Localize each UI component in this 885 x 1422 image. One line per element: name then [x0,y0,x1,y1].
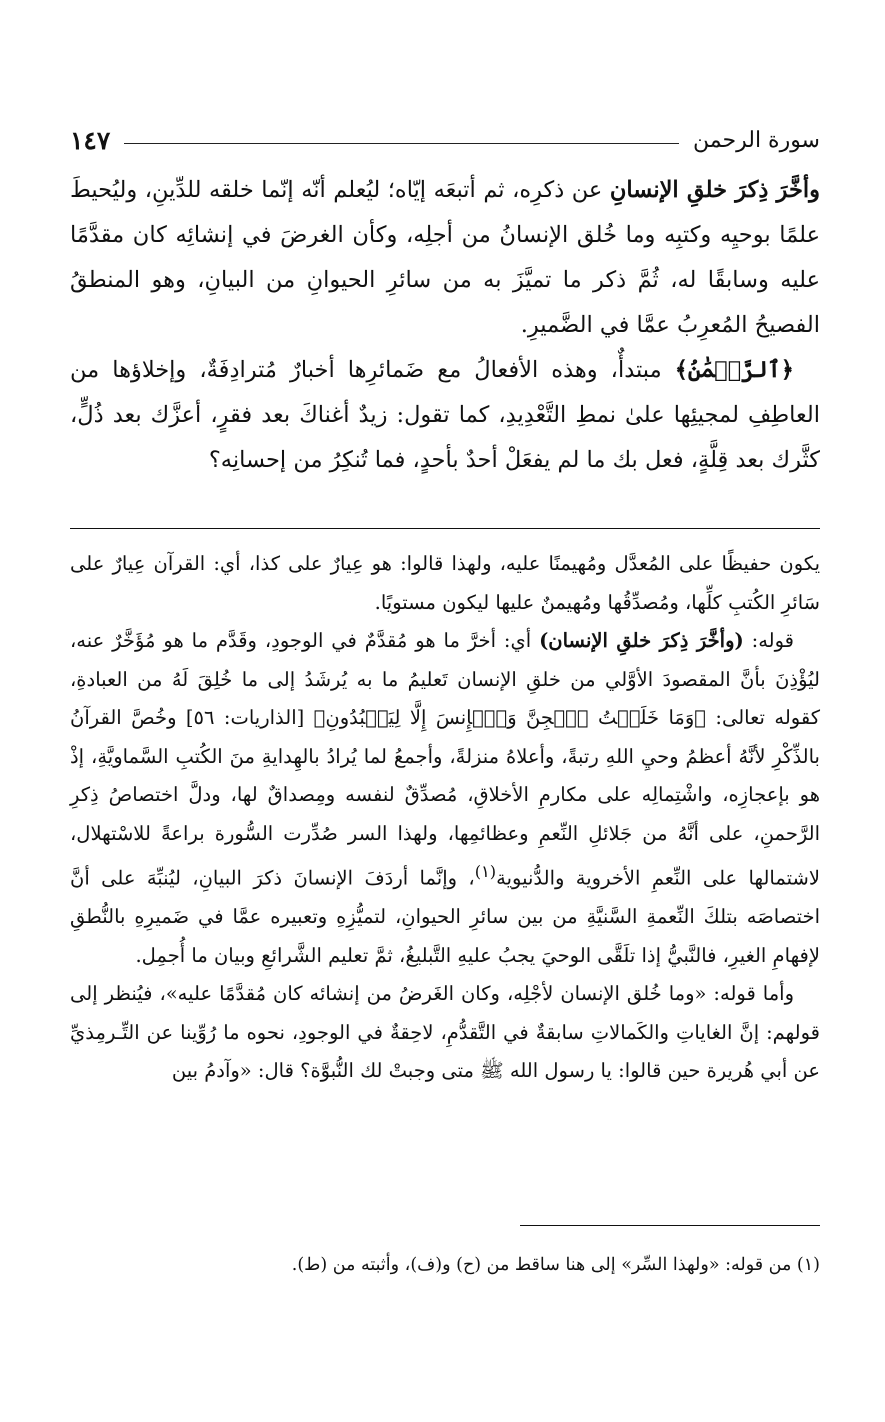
commentary-text [70,545,820,1091]
main-paragraph-1 [70,168,820,348]
footnote: (١) من قوله: «ولهذا السِّر» إلى هنا ساقط من (ح) و(ف)، وأثبته من (ط). [291,1255,820,1275]
footnote-reference: (١) [474,862,497,881]
commentary-paragraph-2-lead: (وأخَّرَ ذِكرَ خلقِ الإنسان) [539,629,744,652]
main-paragraph-1-lead: وأخَّرَ ذِكرَ خلقِ الإنسانِ [609,177,820,203]
main-paragraph-2-lead: ﴿ٱلرَّحۡمَٰنُ﴾ [674,357,794,383]
commentary-paragraph-2-text-cont: ، وإنَّما أردَفَ الإنسانَ ذكرَ البيانِ، ليُنبِّهَ على أنَّ اختصاصَه بتلكَ النِّعمةِ السَّنيَّةِ من بين سائرِ الحيوانِ، لتميُّزِهِ وتعبيره عمَّا في ضَميرِهِ بالنُّطقِ لإفهامِ الغيرِ، فالنَّبيُّ إذا تلَقَّى الوحيَ يجبُ عليهِ التَّبليغُ، ثمَّ تعليم الشَّرائعِ وبيان ما أُجمِل. [70,866,820,967]
main-paragraph-2 [70,348,820,483]
commentary-paragraph-3: وأما قوله: «وما خُلق الإنسان لأجْلِه، وكان الغَرضُ من إنشائه كان مُقدَّمًا عليه»، فيُنظر إلى قولهم: إنَّ الغاياتِ والكَمالاتِ سابقةٌ في التَّقدُّمِ، لاحِقةٌ في الوجودِ، نحوه ما رُوِّينا عن التِّـرمِذيِّ عن أبي هُريرة حين قالوا: يا رسول الله ﷺ متى وجبتْ لك النُّبوَّة؟ قال: «وآدمُ بين [70,982,820,1082]
commentary-paragraph-2 [70,622,820,975]
book-page [70,0,820,1422]
commentary-paragraph-2-text: أي: أخرَّ ما هو مُقدَّمٌ في الوجودِ، وقَدَّم ما هو مُؤَخَّرٌ عنه، ليُؤْذِنَ بأنَّ المقصودَ الأوَّلي من خلقِ الإنسان تَعليمُ ما به يُرشَدُ إلى ما خُلِقَ لَهُ من العبادةِ، كقوله تعالى: ﴿وَمَا خَلَقۡتُ ٱلۡجِنَّ وَٱلۡإِنسَ إِلَّا لِيَعۡبُدُونِ﴾ [الذاريات: ٥٦] وخُصَّ القرآنُ بالذِّكْرِ لأنَّهُ أعظمُ وحيِ اللهِ رتبةً، وأعلاهُ منزلةً، وأجمعُ لما يُرادُ بالهِدايةِ منَ الكُتبِ السَّماويَّةِ، إذْ هو بإعجازِه، واشْتِمالِه على مكارمِ الأخلاقِ، مُصدِّقٌ لنفسه ومِصداقٌ لها، ودلَّ اختصاصُ ذِكرِ الرَّحمنِ، على أنَّهُ من جَلائلِ النِّعمِ وعظائمِها، ولهذا السر صُدِّرت السُّورة براعةً للاسْتهلال، لاشتمالها على النِّعمِ الأخروية والدُّنيوية [70,629,820,890]
header-rule [124,143,679,144]
page-number: ١٤٧ [70,125,111,155]
section-divider [70,528,820,529]
surah-title: سورة الرحمن [693,127,820,153]
footnote-divider [520,1225,820,1226]
commentary-paragraph-1: يكون حفيظًا على المُعدَّل ومُهيمنًا عليه، ولهذا قالوا: هو عِيارٌ على كذا، أي: القرآن عِيارٌ على سَائرِ الكُتبِ كلِّها، ومُصدِّقُها ومُهيمنٌ عليها ليكون مستويًا. [70,552,820,614]
main-text [70,168,820,483]
main-paragraph-1-text: عن ذكرِه، ثم أتبعَه إيّاه؛ ليُعلم أنّه إنّما خلقه للدِّينِ، وليُحيطَ علمًا بوحيِه وكتبِه وما خُلق الإنسانُ من أجلِه، وكأن الغرضَ في إنشائِه كان مقدَّمًا عليه وسابقًا له، ثُمَّ ذكر ما تميَّزَ به من سائرِ الحيوانِ من البيانِ، وهو المنطقُ الفصيحُ المُعرِبُ عمَّا في الضَّميرِ. [70,177,820,338]
commentary-paragraph-2-intro: قوله: [743,629,795,652]
running-header [70,118,820,162]
main-paragraph-2-text: مبتدأٌ، وهذه الأفعالُ مع ضَمائرِها أخبارٌ مُترادِفَةٌ، وإخلاؤها من العاطِفِ لمجيئِها علىٰ نمطِ التَّعْدِيدِ، كما تقول: زيدٌ أغناكَ بعد فقرٍ، أعزَّك بعد ذُلٍّ، كثَّرك بعد قِلَّةٍ، فعل بك ما لم يفعَلْ أحدٌ بأحدٍ، فما تُنكِرُ من إحسانِه؟ [70,357,820,473]
